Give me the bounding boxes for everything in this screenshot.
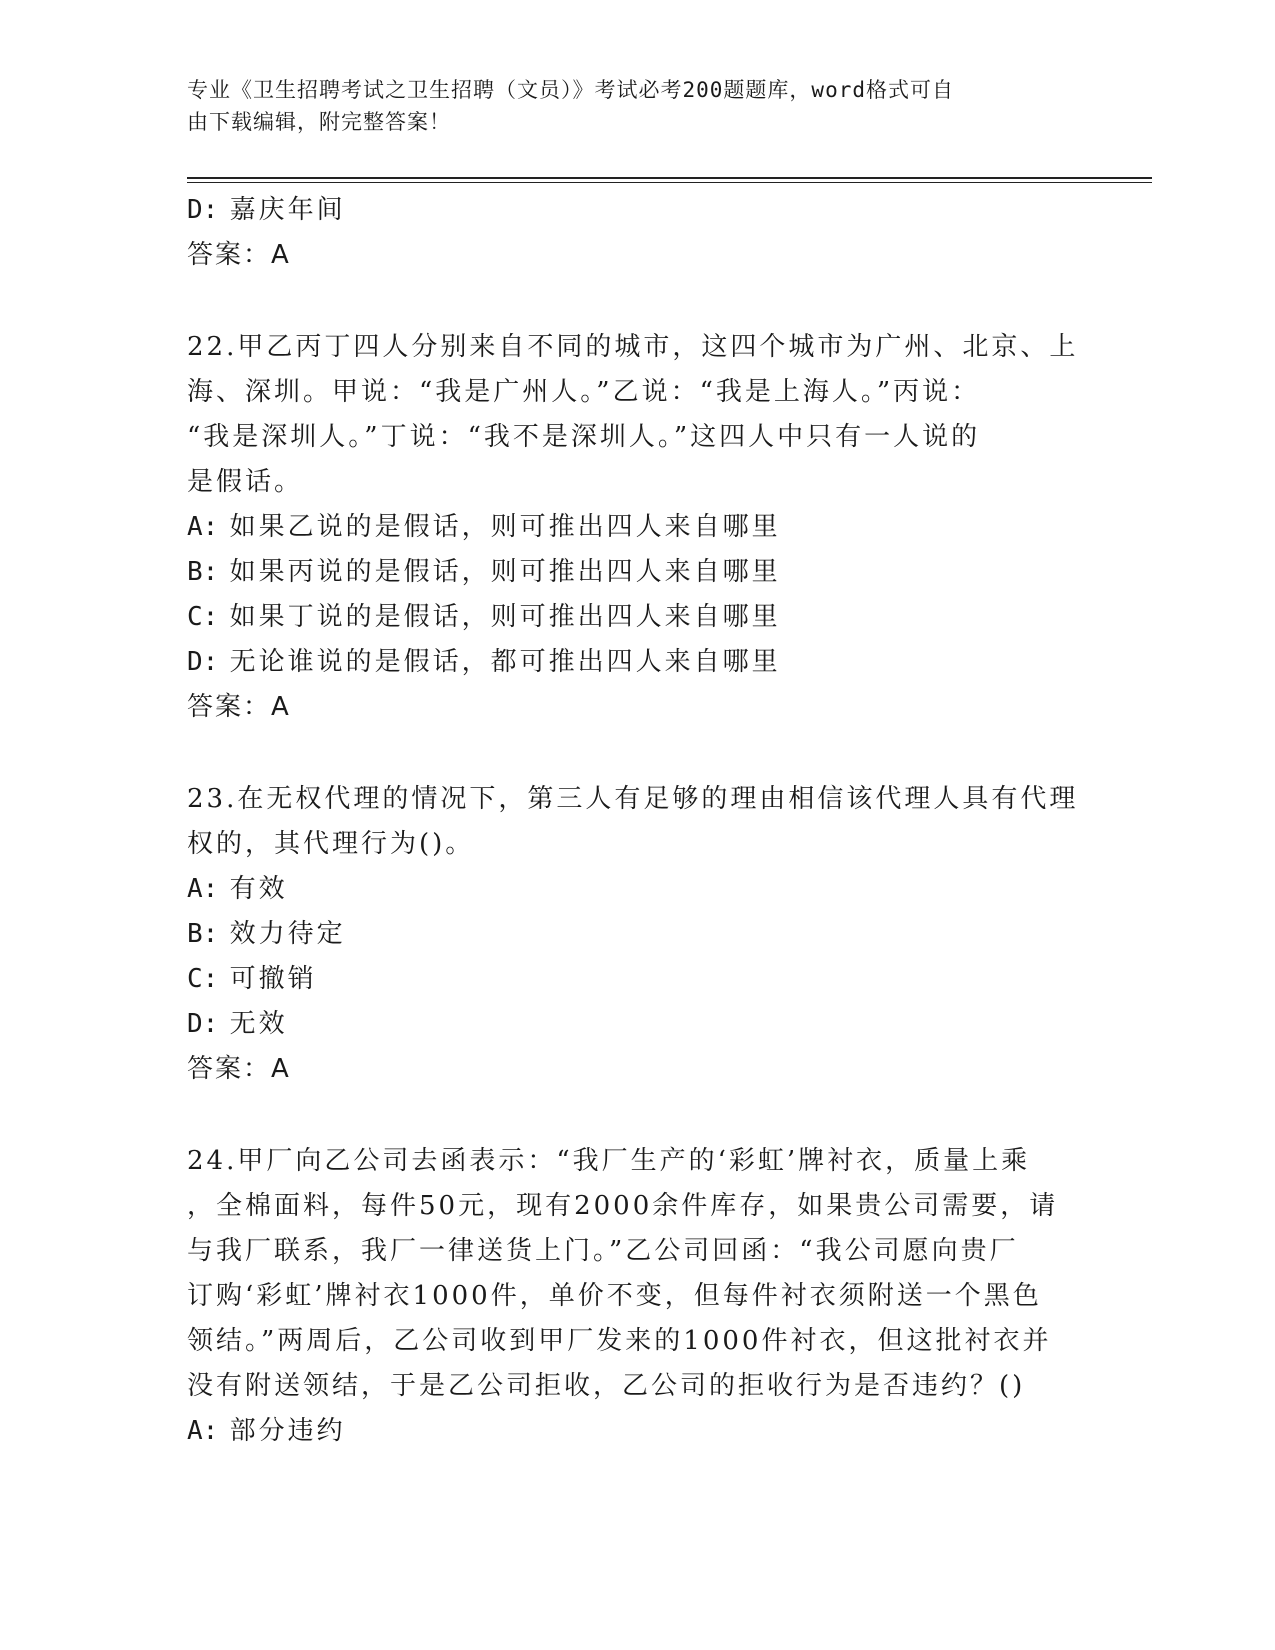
option-text: 如果乙说的是假话，则可推出四人来自哪里 xyxy=(229,512,781,542)
header-rule-thin xyxy=(187,182,1152,183)
option-label: D: xyxy=(187,647,219,677)
q23-option-b xyxy=(187,912,1087,957)
q22-option-b xyxy=(187,550,1087,595)
q22-option-c xyxy=(187,595,1087,640)
q21-option-d xyxy=(187,188,1087,233)
q22-option-d xyxy=(187,640,1087,685)
option-label: C: xyxy=(187,602,219,632)
page-header xyxy=(187,74,1067,138)
spacer xyxy=(187,730,1087,777)
q23-option-d xyxy=(187,1002,1087,1047)
option-label: A: xyxy=(187,1416,219,1446)
header-rule-thick xyxy=(187,177,1152,179)
spacer xyxy=(187,278,1087,325)
option-label: B: xyxy=(187,919,219,949)
option-label: A: xyxy=(187,874,219,904)
option-text: 效力待定 xyxy=(229,919,346,949)
stem-line: 24.甲厂向乙公司去函表示：“我厂生产的‘彩虹’牌衬衣，质量上乘 xyxy=(187,1146,1031,1176)
option-label: B: xyxy=(187,557,219,587)
q24-option-a xyxy=(187,1409,1087,1454)
option-text: 可撤销 xyxy=(229,964,317,994)
q23-stem xyxy=(187,777,1087,867)
stem-line: 与我厂联系，我厂一律送货上门。”乙公司回函：“我公司愿向贵厂 xyxy=(187,1236,1019,1266)
option-text: 无论谁说的是假话，都可推出四人来自哪里 xyxy=(229,647,781,677)
q22-stem xyxy=(187,325,1087,505)
stem-line: 22.甲乙丙丁四人分别来自不同的城市，这四个城市为广州、北京、上 xyxy=(187,332,1079,362)
stem-line: 订购‘彩虹’牌衬衣1000件，单价不变，但每件衬衣须附送一个黑色 xyxy=(187,1281,1042,1311)
stem-line: ，全棉面料，每件50元，现有2000余件库存，如果贵公司需要，请 xyxy=(187,1191,1059,1221)
option-text: 部分违约 xyxy=(229,1416,346,1446)
option-label: D: xyxy=(187,1009,219,1039)
question-content xyxy=(187,188,1087,1454)
option-label: A: xyxy=(187,512,219,542)
option-text: 有效 xyxy=(229,874,288,904)
option-label: C: xyxy=(187,964,219,994)
option-text: 如果丁说的是假话，则可推出四人来自哪里 xyxy=(229,602,781,632)
stem-line: 是假话。 xyxy=(187,467,304,497)
spacer xyxy=(187,1092,1087,1139)
option-text: 无效 xyxy=(229,1009,288,1039)
q24-stem xyxy=(187,1139,1087,1409)
q22-option-a xyxy=(187,505,1087,550)
q23-answer: 答案：A xyxy=(187,1054,291,1084)
q21-answer: 答案：A xyxy=(187,240,291,270)
stem-line: “我是深圳人。”丁说：“我不是深圳人。”这四人中只有一人说的 xyxy=(187,422,981,452)
q23-option-a xyxy=(187,867,1087,912)
q22-answer: 答案：A xyxy=(187,692,291,722)
stem-line: 权的，其代理行为()。 xyxy=(187,829,475,859)
stem-line: 海、深圳。甲说：“我是广州人。”乙说：“我是上海人。”丙说： xyxy=(187,377,981,407)
option-text: 嘉庆年间 xyxy=(229,195,346,225)
stem-line: 23.在无权代理的情况下，第三人有足够的理由相信该代理人具有代理 xyxy=(187,784,1079,814)
stem-line: 没有附送领结，于是乙公司拒收，乙公司的拒收行为是否违约？() xyxy=(187,1371,1026,1401)
option-text: 如果丙说的是假话，则可推出四人来自哪里 xyxy=(229,557,781,587)
option-label: D: xyxy=(187,195,219,225)
q23-option-c xyxy=(187,957,1087,1002)
header-line-2: 由下载编辑，附完整答案！ xyxy=(187,110,451,134)
header-line-1: 专业《卫生招聘考试之卫生招聘（文员）》考试必考200题题库，word格式可自 xyxy=(187,78,954,102)
stem-line: 领结。”两周后，乙公司收到甲厂发来的1000件衬衣，但这批衬衣并 xyxy=(187,1326,1052,1356)
